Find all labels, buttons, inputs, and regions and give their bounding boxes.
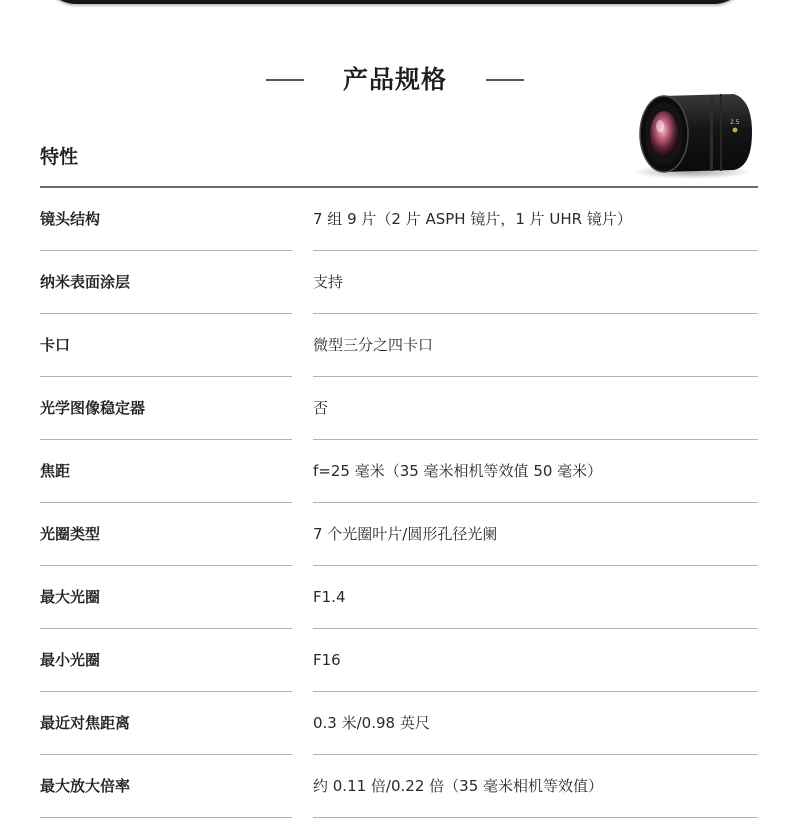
spec-value: F16: [313, 651, 341, 669]
spec-row: [40, 440, 758, 503]
spec-label: 纳米表面涂层: [40, 273, 131, 291]
spec-label: 焦距: [40, 462, 71, 480]
spec-row: [40, 314, 758, 377]
spec-value: 7 组 9 片（2 片 ASPH 镜片，1 片 UHR 镜片）: [313, 210, 632, 228]
spec-value: 否: [313, 399, 329, 417]
spec-value: 7 个光圈叶片/圆形孔径光阑: [313, 525, 498, 543]
spec-value: f=25 毫米（35 毫米相机等效值 50 毫米）: [313, 462, 603, 480]
camera-lens-image: [630, 86, 755, 182]
spec-value: F1.4: [313, 588, 346, 606]
spec-table: [40, 188, 758, 818]
row-divider: [40, 817, 292, 818]
spec-row: [40, 377, 758, 440]
spec-value: 约 0.11 倍/0.22 倍（35 毫米相机等效值）: [313, 777, 604, 795]
spec-row: [40, 629, 758, 692]
spec-value: 微型三分之四卡口: [313, 336, 434, 354]
spec-label: 最小光圈: [40, 651, 101, 669]
spec-label: 光圈类型: [40, 525, 101, 543]
spec-label: 最大光圈: [40, 588, 101, 606]
spec-row: [40, 251, 758, 314]
svg-text:2.5: 2.5: [730, 119, 740, 126]
page-title: 产品规格: [342, 65, 447, 94]
spec-row: [40, 692, 758, 755]
spec-label: 卡口: [40, 336, 71, 354]
spec-label: 光学图像稳定器: [40, 399, 146, 417]
section-label: 特性: [40, 146, 79, 168]
spec-label: 最近对焦距离: [40, 714, 131, 732]
spec-label: 镜头结构: [40, 210, 101, 228]
spec-label: 最大放大倍率: [40, 777, 131, 795]
spec-row: [40, 755, 758, 818]
spec-row: [40, 566, 758, 629]
spec-value: 0.3 米/0.98 英尺: [313, 714, 430, 732]
spec-row: [40, 188, 758, 251]
top-banner-bar: [42, 0, 748, 4]
row-divider: [313, 817, 758, 818]
heading-dash-right: [486, 79, 524, 81]
spec-row: [40, 503, 758, 566]
spec-value: 支持: [313, 273, 344, 291]
